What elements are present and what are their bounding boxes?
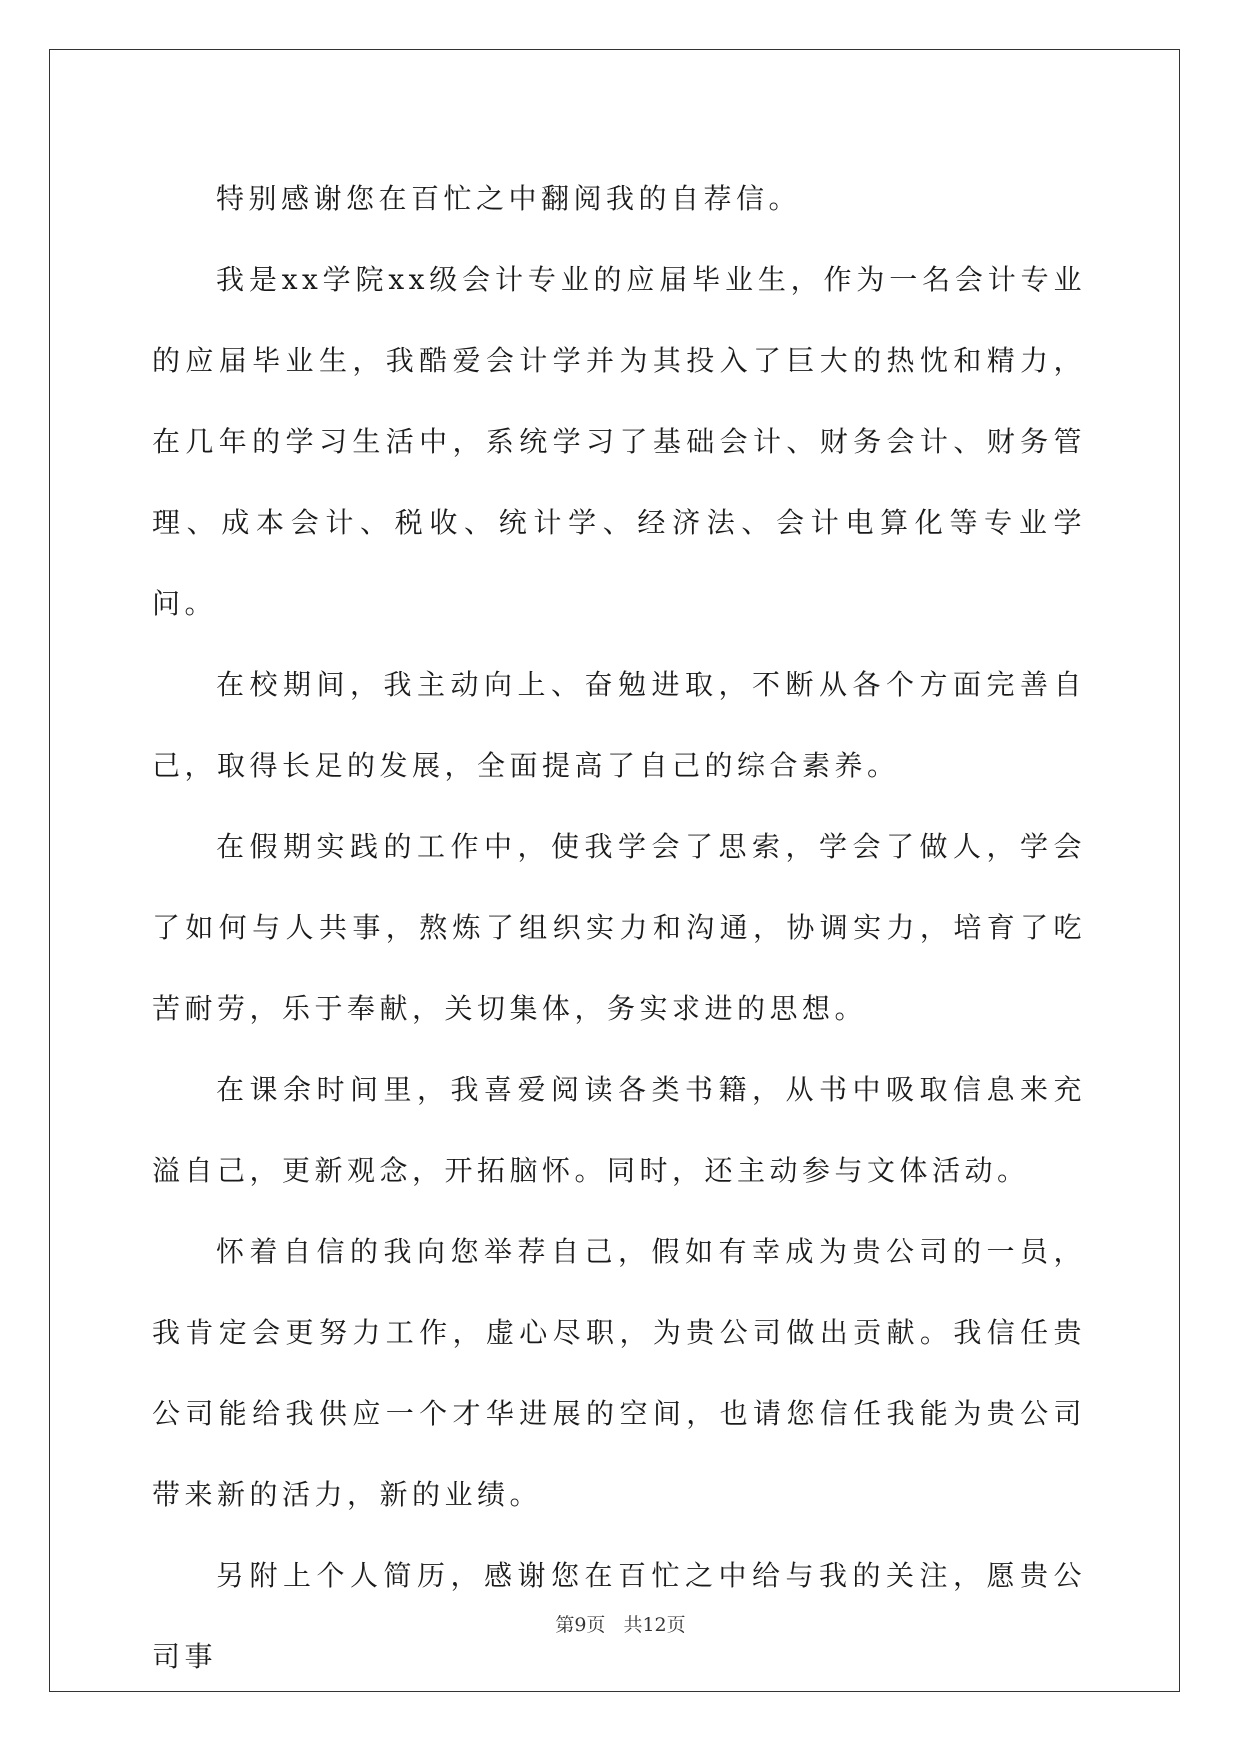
paragraph-school-period: 在校期间，我主动向上、奋勉进取，不断从各个方面完善自己，取得长足的发展，全面提高了自己的综合素养。 [152, 668, 1086, 782]
paragraph-greeting: 特别感谢您在百忙之中翻阅我的自荐信。 [216, 182, 802, 215]
letter-body [152, 158, 1086, 1697]
page-number: 第9页 [555, 1614, 606, 1636]
paragraph-practice: 在假期实践的工作中，使我学会了思索，学会了做人，学会了如何与人共事，熬炼了组织实力和沟通，协调实力，培育了吃苦耐劳，乐于奉献，关切集体，务实求进的思想。 [152, 830, 1086, 1025]
page-total: 共12页 [623, 1614, 686, 1636]
paragraph-spare-time: 在课余时间里，我喜爱阅读各类书籍，从书中吸取信息来充溢自己，更新观念，开拓脑怀。同时，还主动参与文体活动。 [152, 1073, 1086, 1187]
paragraph-self-recommendation: 怀着自信的我向您举荐自己，假如有幸成为贵公司的一员，我肯定会更努力工作，虚心尽职，为贵公司做出贡献。我信任贵公司能给我供应一个才华进展的空间，也请您信任我能为贵公司带来新的活力，新的业绩。 [152, 1235, 1086, 1511]
paragraph-closing: 另附上个人简历，感谢您在百忙之中给与我的关注，愿贵公司事 [152, 1559, 1086, 1673]
page-footer [0, 1610, 1241, 1637]
paragraph-introduction: 我是xx学院xx级会计专业的应届毕业生，作为一名会计专业的应届毕业生，我酷爱会计学并为其投入了巨大的热忱和精力，在几年的学习生活中，系统学习了基础会计、财务会计、财务管理、成本会计、税收、统计学、经济法、会计电算化等专业学问。 [152, 263, 1086, 620]
